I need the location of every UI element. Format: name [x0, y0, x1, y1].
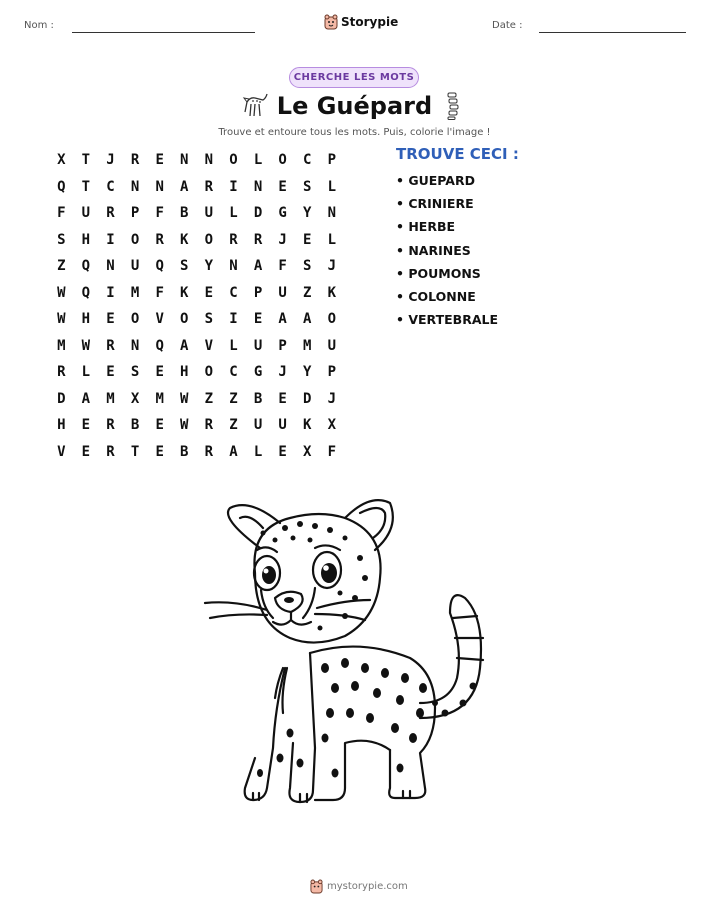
grid-letter[interactable]: J — [106, 152, 115, 169]
word-item: • NARINES — [396, 242, 471, 258]
grid-letter[interactable]: E — [278, 390, 287, 407]
grid-letter[interactable]: L — [229, 337, 238, 354]
grid-letter[interactable]: K — [303, 417, 312, 434]
grid-letter[interactable]: G — [278, 205, 287, 222]
grid-letter[interactable]: C — [303, 152, 312, 169]
grid-letter[interactable]: V — [57, 443, 66, 460]
grid-letter[interactable]: E — [278, 178, 287, 195]
date-label: Date : — [492, 20, 523, 31]
grid-letter[interactable]: J — [278, 364, 287, 381]
grid-letter[interactable]: R — [155, 231, 164, 248]
grid-letter[interactable]: W — [180, 417, 189, 434]
instructions: Trouve et entoure tous les mots. Puis, colorie l'image ! — [218, 127, 491, 138]
grid-letter[interactable]: T — [81, 152, 91, 169]
grid-letter[interactable]: D — [57, 390, 66, 407]
grid-letter[interactable]: I — [229, 178, 238, 195]
grid-letter[interactable]: R — [106, 205, 115, 222]
grid-letter[interactable]: H — [57, 417, 66, 434]
grid-letter[interactable]: N — [155, 178, 164, 195]
grid-letter[interactable]: J — [278, 231, 287, 248]
grid-letter[interactable]: L — [327, 231, 337, 248]
grid-letter[interactable]: N — [130, 178, 140, 195]
grid-letter[interactable]: N — [327, 205, 337, 222]
grid-letter[interactable]: N — [106, 258, 115, 275]
word-item: • VERTEBRALE — [396, 312, 499, 328]
grid-letter[interactable]: S — [204, 311, 214, 328]
grid-letter[interactable]: X — [57, 152, 66, 169]
word-item: • CRINIERE — [396, 196, 474, 212]
grid-row — [49, 174, 344, 201]
grid-letter[interactable]: E — [106, 311, 115, 328]
activity-badge: CHERCHE LES MOTS — [289, 67, 419, 88]
grid-letter[interactable]: Y — [303, 364, 312, 381]
grid-letter[interactable]: R — [106, 337, 115, 354]
grid-letter[interactable]: E — [155, 364, 164, 381]
grid-letter[interactable]: O — [204, 364, 214, 381]
grid-row — [49, 200, 344, 227]
name-label: Nom : — [24, 20, 54, 31]
storypie-footer-icon — [310, 879, 323, 894]
grid-letter[interactable]: O — [130, 231, 140, 248]
grid-letter[interactable]: A — [180, 337, 189, 354]
grid-letter[interactable]: F — [57, 205, 66, 222]
grid-letter[interactable]: Y — [303, 205, 312, 222]
grid-letter[interactable]: E — [155, 152, 164, 169]
grid-letter[interactable]: F — [278, 258, 287, 275]
grid-letter[interactable]: R — [57, 364, 66, 381]
grid-letter[interactable]: X — [130, 390, 140, 407]
grid-letter[interactable]: Q — [155, 258, 164, 275]
grid-letter[interactable]: N — [204, 152, 214, 169]
grid-letter[interactable]: L — [253, 443, 263, 460]
grid-letter[interactable]: W — [81, 337, 91, 354]
grid-letter[interactable]: J — [327, 390, 337, 407]
grid-letter[interactable]: S — [303, 258, 312, 275]
grid-letter[interactable]: Z — [229, 390, 238, 407]
grid-letter[interactable]: F — [155, 284, 164, 301]
grid-letter[interactable]: Z — [303, 284, 312, 301]
grid-letter[interactable]: E — [303, 231, 312, 248]
grid-letter[interactable]: F — [327, 443, 337, 460]
grid-letter[interactable]: D — [253, 205, 263, 222]
footer — [310, 879, 408, 894]
grid-letter[interactable]: Z — [229, 417, 238, 434]
grid-letter[interactable]: L — [327, 178, 337, 195]
grid-letter[interactable]: L — [229, 205, 238, 222]
grid-letter[interactable]: K — [180, 284, 189, 301]
grid-row — [49, 333, 344, 360]
grid-row — [49, 227, 344, 254]
grid-letter[interactable]: Q — [155, 337, 164, 354]
word-item: • COLONNE — [396, 288, 476, 304]
grid-letter[interactable]: O — [180, 311, 189, 328]
grid-letter[interactable]: E — [106, 364, 115, 381]
grid-letter[interactable]: U — [278, 417, 287, 434]
grid-letter[interactable]: H — [180, 364, 189, 381]
grid-letter[interactable]: B — [253, 390, 263, 407]
grid-letter[interactable]: Q — [81, 284, 91, 301]
grid-letter[interactable]: H — [81, 231, 91, 248]
grid-letter[interactable]: A — [180, 178, 189, 195]
grid-letter[interactable]: O — [278, 152, 287, 169]
grid-letter[interactable]: Q — [57, 178, 66, 195]
grid-letter[interactable]: T — [130, 443, 140, 460]
grid-letter[interactable]: O — [327, 311, 337, 328]
grid-letter[interactable]: A — [303, 311, 312, 328]
grid-letter[interactable]: I — [106, 231, 115, 248]
footer-link[interactable]: mystorypie.com — [327, 881, 408, 892]
grid-letter[interactable]: K — [180, 231, 189, 248]
grid-letter[interactable]: O — [130, 311, 140, 328]
grid-letter[interactable]: V — [204, 337, 214, 354]
grid-letter[interactable]: N — [253, 178, 263, 195]
grid-letter[interactable]: Q — [81, 258, 91, 275]
grid-letter[interactable]: M — [57, 337, 66, 354]
grid-letter[interactable]: R — [204, 178, 214, 195]
storypie-logo — [324, 14, 398, 30]
grid-letter[interactable]: L — [253, 152, 263, 169]
vertebrae-icon — [445, 92, 461, 120]
grid-letter[interactable]: W — [57, 284, 66, 301]
grid-letter[interactable]: R — [229, 231, 238, 248]
grid-letter[interactable]: C — [229, 284, 238, 301]
grid-letter[interactable]: D — [303, 390, 312, 407]
grid-letter[interactable]: C — [229, 364, 238, 381]
grid-letter[interactable]: E — [81, 417, 91, 434]
grid-letter[interactable]: P — [327, 152, 337, 169]
grid-letter[interactable]: E — [155, 443, 164, 460]
grid-row — [49, 386, 344, 413]
grid-letter[interactable]: O — [229, 152, 238, 169]
grid-letter[interactable]: X — [327, 417, 337, 434]
letter-grid — [49, 147, 344, 465]
grid-letter[interactable]: K — [327, 284, 337, 301]
grid-letter[interactable]: A — [253, 258, 263, 275]
logo-text: Storypie — [341, 15, 399, 29]
grid-letter[interactable]: S — [57, 231, 66, 248]
grid-letter[interactable]: S — [180, 258, 189, 275]
grid-letter[interactable]: W — [57, 311, 66, 328]
grid-letter[interactable]: U — [81, 205, 91, 222]
grid-letter[interactable]: J — [327, 258, 337, 275]
grid-letter[interactable]: M — [303, 337, 312, 354]
grid-letter[interactable]: I — [106, 284, 115, 301]
grid-letter[interactable]: R — [204, 443, 214, 460]
grid-letter[interactable]: S — [303, 178, 312, 195]
grid-letter[interactable]: B — [130, 417, 140, 434]
grid-row — [49, 280, 344, 307]
grid-letter[interactable]: U — [278, 284, 287, 301]
grid-letter[interactable]: R — [204, 417, 214, 434]
word-item: • POUMONS — [396, 265, 481, 281]
grid-row — [49, 439, 344, 466]
grid-letter[interactable]: E — [253, 311, 263, 328]
grid-letter[interactable]: H — [81, 311, 91, 328]
grid-letter[interactable]: G — [253, 364, 263, 381]
grid-row — [49, 147, 344, 174]
grid-letter[interactable]: P — [278, 337, 287, 354]
grid-letter[interactable]: S — [130, 364, 140, 381]
grid-letter[interactable]: M — [106, 390, 115, 407]
grid-letter[interactable]: N — [130, 337, 140, 354]
grid-letter[interactable]: Z — [204, 390, 214, 407]
grid-letter[interactable]: X — [303, 443, 312, 460]
grid-letter[interactable]: B — [180, 443, 189, 460]
grid-letter[interactable]: M — [155, 390, 164, 407]
grid-letter[interactable]: C — [106, 178, 115, 195]
grid-letter[interactable]: E — [81, 443, 91, 460]
grid-letter[interactable]: I — [229, 311, 238, 328]
word-item: • GUEPARD — [396, 173, 475, 188]
word-item: • HERBE — [396, 219, 456, 235]
grid-letter[interactable]: P — [130, 205, 140, 222]
grid-letter[interactable]: R — [130, 152, 140, 169]
word-list — [396, 171, 498, 333]
grid-letter[interactable]: A — [278, 311, 287, 328]
grid-letter[interactable]: Z — [57, 258, 66, 275]
grid-letter[interactable]: P — [253, 284, 263, 301]
grid-letter[interactable]: T — [81, 178, 91, 195]
grid-letter[interactable]: E — [155, 417, 164, 434]
grid-letter[interactable]: Y — [204, 258, 214, 275]
grid-letter[interactable]: B — [180, 205, 189, 222]
grid-letter[interactable]: E — [204, 284, 214, 301]
grid-letter[interactable]: U — [204, 205, 214, 222]
grid-letter[interactable]: V — [155, 311, 164, 328]
date-line[interactable] — [539, 32, 686, 33]
name-line[interactable] — [72, 32, 255, 33]
grid-letter[interactable]: R — [106, 443, 115, 460]
grid-letter[interactable]: W — [180, 390, 189, 407]
grid-letter[interactable]: L — [81, 364, 91, 381]
grid-letter[interactable]: R — [253, 231, 263, 248]
page-title: Le Guépard — [276, 92, 433, 120]
grid-letter[interactable]: F — [155, 205, 164, 222]
grid-letter[interactable]: U — [253, 337, 263, 354]
grid-letter[interactable]: U — [253, 417, 263, 434]
words-heading: TROUVE CECI : — [396, 145, 519, 163]
grid-letter[interactable]: N — [229, 258, 238, 275]
grid-letter[interactable]: U — [130, 258, 140, 275]
grid-row — [49, 412, 344, 439]
grid-letter[interactable]: A — [81, 390, 91, 407]
grid-letter[interactable]: U — [327, 337, 337, 354]
grid-letter[interactable]: N — [180, 152, 189, 169]
cheetah-coloring-illustration — [195, 488, 515, 818]
grid-letter[interactable]: O — [204, 231, 214, 248]
grid-letter[interactable]: R — [106, 417, 115, 434]
storypie-logo-icon — [324, 14, 338, 30]
grid-row — [49, 359, 344, 386]
grid-letter[interactable]: A — [229, 443, 238, 460]
grid-letter[interactable]: E — [278, 443, 287, 460]
grid-row — [49, 306, 344, 333]
grid-letter[interactable]: P — [327, 364, 337, 381]
grid-row — [49, 253, 344, 280]
grid-letter[interactable]: M — [130, 284, 140, 301]
